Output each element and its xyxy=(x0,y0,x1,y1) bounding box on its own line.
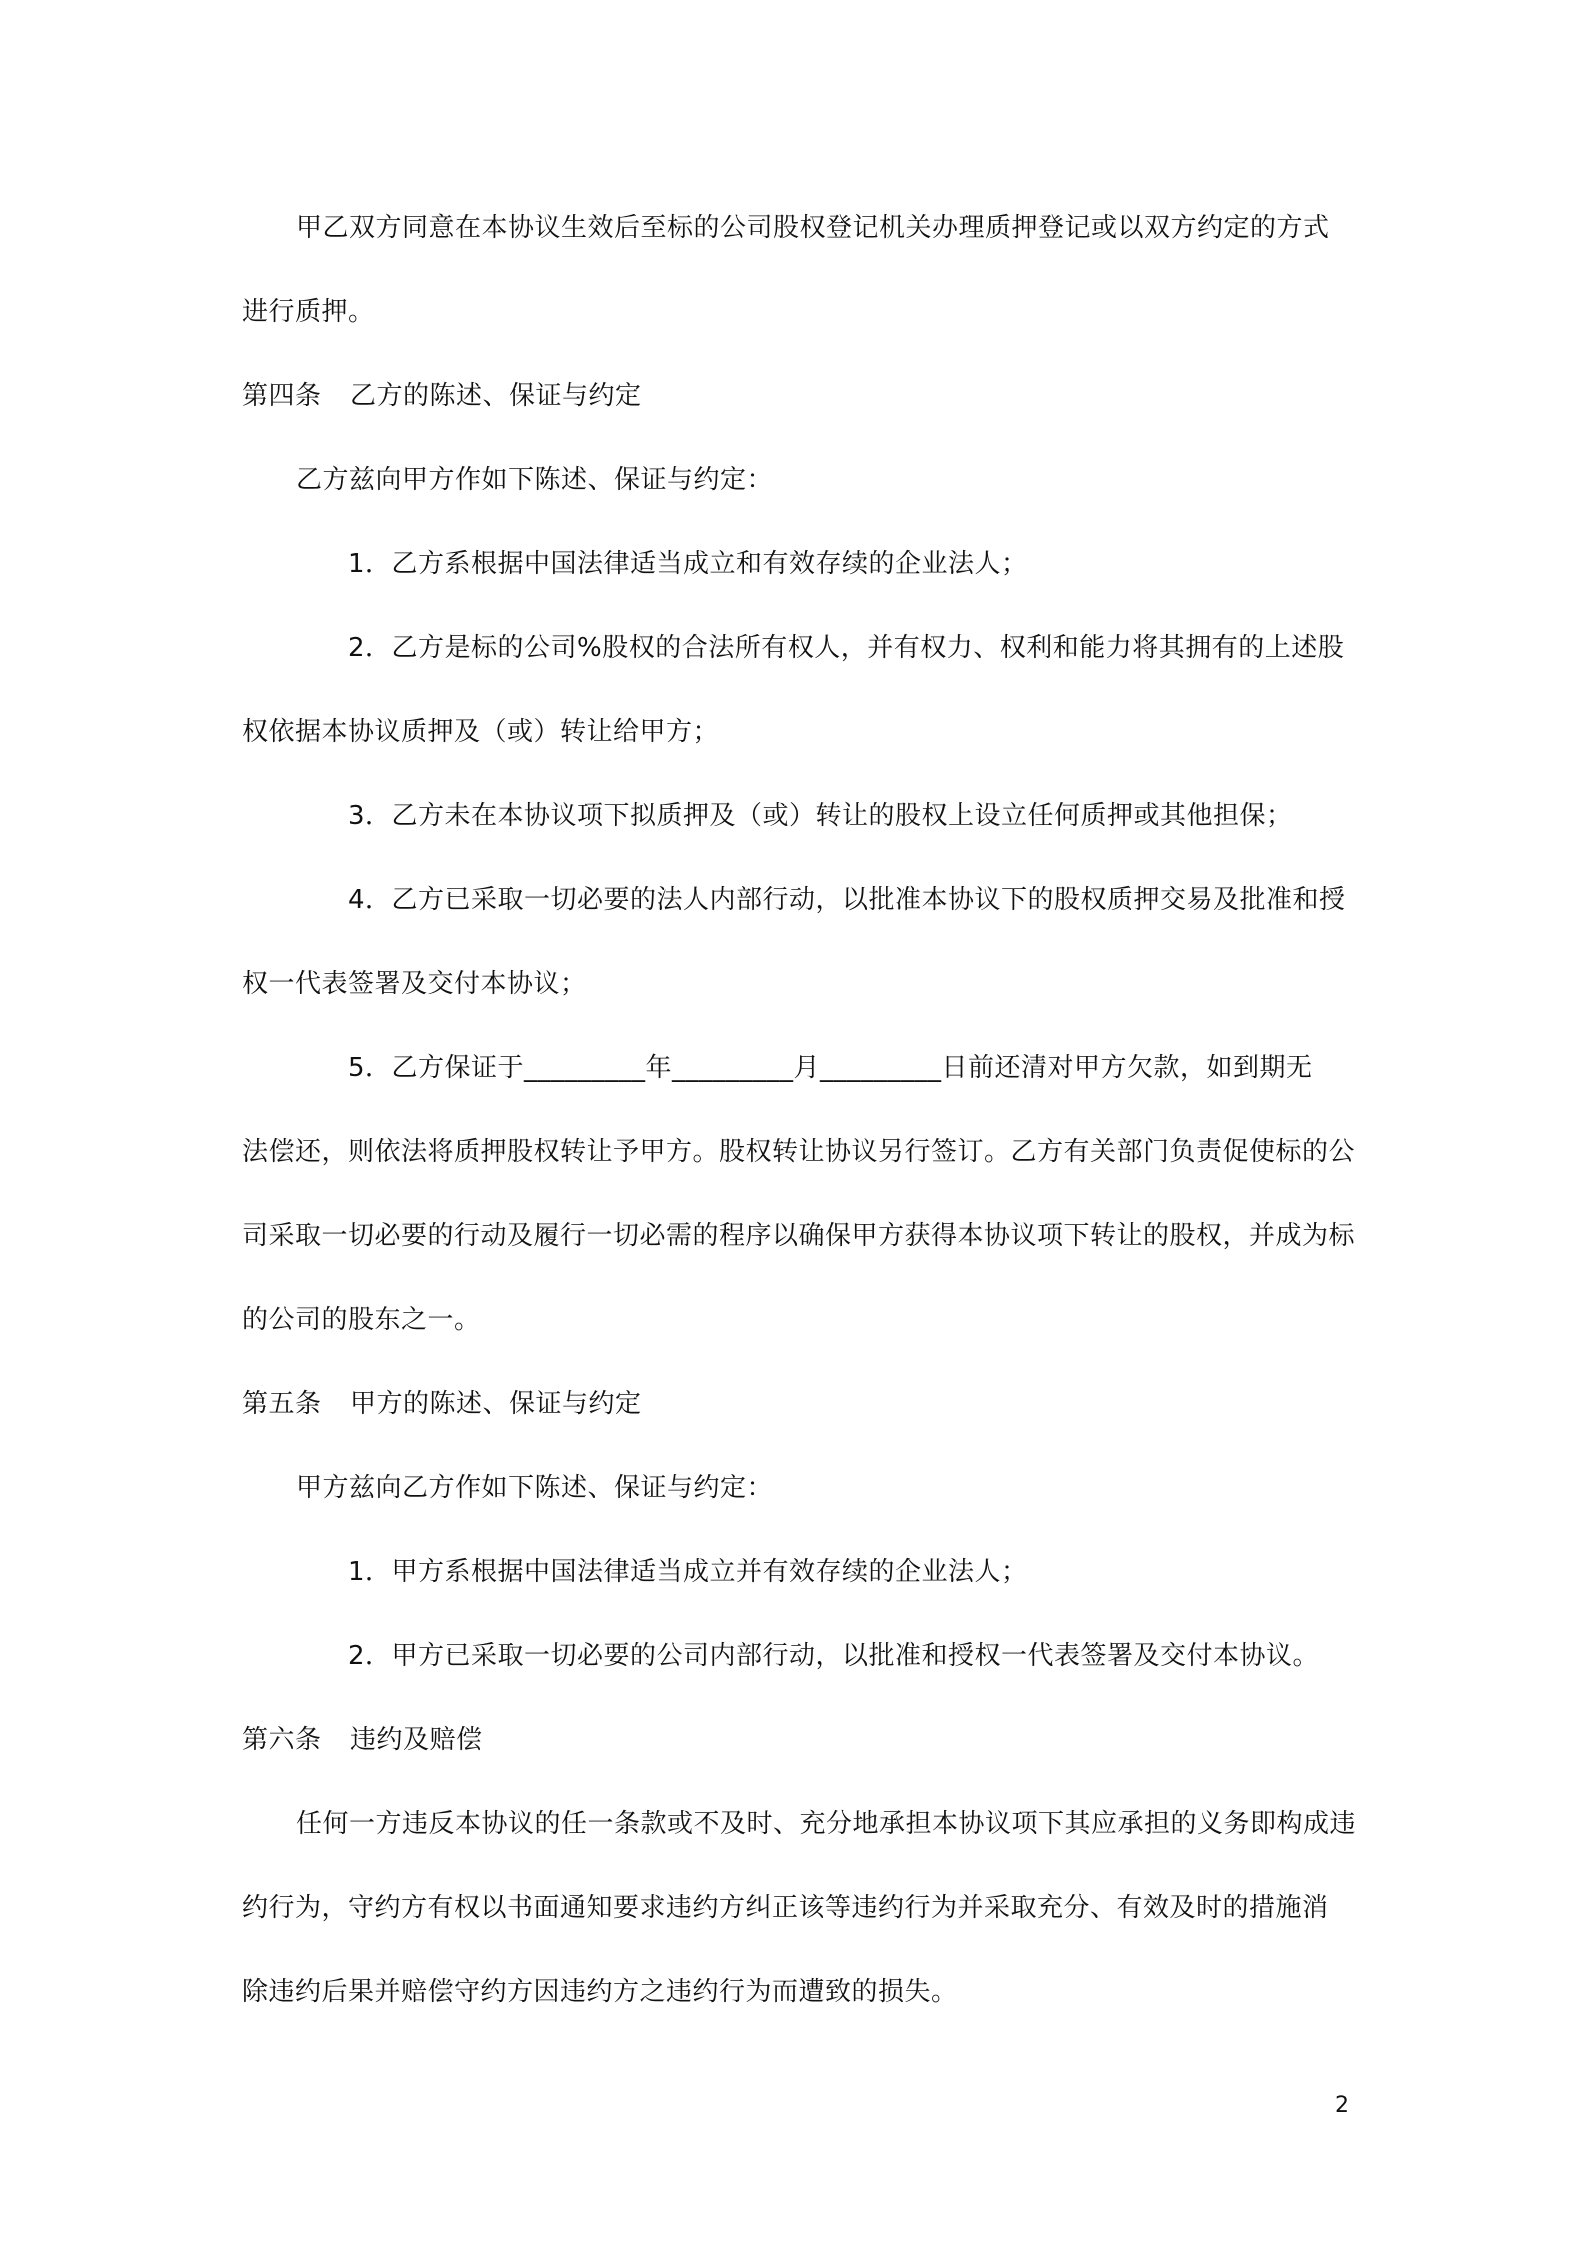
paragraph-line: 的公司的股东之一。 xyxy=(242,1305,481,1335)
list-item: 5．乙方保证于_________年_________月_________日前还清对甲方欠款，如到期无 xyxy=(348,1053,1313,1083)
article-number: 第六条 xyxy=(242,1725,322,1755)
article-title: 甲方的陈述、保证与约定 xyxy=(350,1389,642,1419)
article-heading-6 xyxy=(242,1723,1362,1757)
list-item: 4．乙方已采取一切必要的法人内部行动，以批准本协议下的股权质押交易及批准和授 xyxy=(348,885,1346,915)
paragraph-line: 进行质押。 xyxy=(242,297,375,327)
paragraph-line: 权一代表签署及交付本协议； xyxy=(242,969,587,999)
list-item: 2．乙方是标的公司%股权的合法所有权人，并有权力、权利和能力将其拥有的上述股 xyxy=(348,633,1345,663)
article-title: 违约及赔偿 xyxy=(350,1725,483,1755)
paragraph-line: 除违约后果并赔偿守约方因违约方之违约行为而遭致的损失。 xyxy=(242,1977,958,2007)
page-number: 2 xyxy=(1335,2093,1349,2118)
paragraph-line: 甲方兹向乙方作如下陈述、保证与约定： xyxy=(296,1473,774,1503)
article-heading-4 xyxy=(242,379,1362,413)
paragraph-line: 法偿还，则依法将质押股权转让予甲方。股权转让协议另行签订。乙方有关部门负责促使标的公 xyxy=(242,1137,1356,1167)
list-item: 1．甲方系根据中国法律适当成立并有效存续的企业法人； xyxy=(348,1557,1028,1587)
article-number: 第四条 xyxy=(242,381,322,411)
list-item: 1．乙方系根据中国法律适当成立和有效存续的企业法人； xyxy=(348,549,1028,579)
list-item: 3．乙方未在本协议项下拟质押及（或）转让的股权上设立任何质押或其他担保； xyxy=(348,801,1293,831)
paragraph-line: 任何一方违反本协议的任一条款或不及时、充分地承担本协议项下其应承担的义务即构成违 xyxy=(296,1809,1357,1839)
article-heading-5 xyxy=(242,1387,1362,1421)
paragraph-line: 甲乙双方同意在本协议生效后至标的公司股权登记机关办理质押登记或以双方约定的方式 xyxy=(296,213,1330,243)
paragraph-line: 乙方兹向甲方作如下陈述、保证与约定： xyxy=(296,465,774,495)
paragraph-line: 权依据本协议质押及（或）转让给甲方； xyxy=(242,717,720,747)
list-item: 2．甲方已采取一切必要的公司内部行动，以批准和授权一代表签署及交付本协议。 xyxy=(348,1641,1320,1671)
article-number: 第五条 xyxy=(242,1389,322,1419)
paragraph-line: 约行为，守约方有权以书面通知要求违约方纠正该等违约行为并采取充分、有效及时的措施消 xyxy=(242,1893,1329,1923)
paragraph-line: 司采取一切必要的行动及履行一切必需的程序以确保甲方获得本协议项下转让的股权，并成为标 xyxy=(242,1221,1356,1251)
article-title: 乙方的陈述、保证与约定 xyxy=(350,381,642,411)
